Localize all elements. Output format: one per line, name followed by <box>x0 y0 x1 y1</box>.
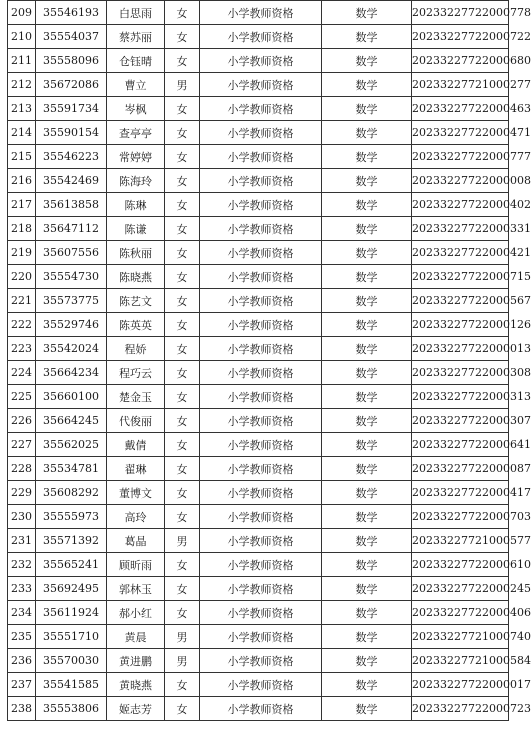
exam-id-cell: 35664245 <box>36 409 107 433</box>
table-row <box>8 25 509 49</box>
subject-cell: 数学 <box>322 433 412 457</box>
gender-cell: 男 <box>165 73 200 97</box>
person-name-cell: 程巧云 <box>107 361 165 385</box>
qualification-type-cell: 小学教师资格 <box>200 169 322 193</box>
exam-id-cell: 35672086 <box>36 73 107 97</box>
subject-cell: 数学 <box>322 337 412 361</box>
qualification-type-cell: 小学教师资格 <box>200 25 322 49</box>
subject-cell: 数学 <box>322 409 412 433</box>
person-name-cell: 代俊丽 <box>107 409 165 433</box>
qualification-type-cell: 小学教师资格 <box>200 265 322 289</box>
subject-cell: 数学 <box>322 145 412 169</box>
qualification-type-cell: 小学教师资格 <box>200 433 322 457</box>
person-name-cell: 曹立 <box>107 73 165 97</box>
gender-cell: 女 <box>165 121 200 145</box>
table-row <box>8 217 509 241</box>
gender-cell: 女 <box>165 25 200 49</box>
qualification-type-cell: 小学教师资格 <box>200 505 322 529</box>
table-row <box>8 169 509 193</box>
certificate-number-cell: 20233227722000722 <box>412 25 509 49</box>
table-row <box>8 505 509 529</box>
gender-cell: 女 <box>165 505 200 529</box>
subject-cell: 数学 <box>322 529 412 553</box>
exam-id-cell: 35591734 <box>36 97 107 121</box>
subject-cell: 数学 <box>322 361 412 385</box>
row-number-cell: 236 <box>8 649 36 673</box>
table-row <box>8 265 509 289</box>
certificate-number-cell: 20233227722000610 <box>412 553 509 577</box>
certificate-number-cell: 20233227722000417 <box>412 481 509 505</box>
row-number-cell: 213 <box>8 97 36 121</box>
exam-id-cell: 35590154 <box>36 121 107 145</box>
exam-id-cell: 35613858 <box>36 193 107 217</box>
gender-cell: 女 <box>165 337 200 361</box>
table-row <box>8 457 509 481</box>
exam-id-cell: 35546193 <box>36 1 107 25</box>
subject-cell: 数学 <box>322 577 412 601</box>
subject-cell: 数学 <box>322 1 412 25</box>
row-number-cell: 219 <box>8 241 36 265</box>
certificate-number-cell: 20233227721000584 <box>412 649 509 673</box>
table-row <box>8 49 509 73</box>
row-number-cell: 232 <box>8 553 36 577</box>
exam-id-cell: 35542469 <box>36 169 107 193</box>
subject-cell: 数学 <box>322 73 412 97</box>
person-name-cell: 陈琳 <box>107 193 165 217</box>
table-row <box>8 649 509 673</box>
row-number-cell: 209 <box>8 1 36 25</box>
table-row <box>8 1 509 25</box>
certificate-number-cell: 20233227722000778 <box>412 1 509 25</box>
row-number-cell: 214 <box>8 121 36 145</box>
table-row <box>8 145 509 169</box>
qualification-type-cell: 小学教师资格 <box>200 601 322 625</box>
person-name-cell: 黄晨 <box>107 625 165 649</box>
row-number-cell: 227 <box>8 433 36 457</box>
exam-id-cell: 35555973 <box>36 505 107 529</box>
gender-cell: 女 <box>165 169 200 193</box>
table-row <box>8 241 509 265</box>
gender-cell: 男 <box>165 649 200 673</box>
subject-cell: 数学 <box>322 625 412 649</box>
exam-id-cell: 35534781 <box>36 457 107 481</box>
certificate-number-cell: 20233227722000313 <box>412 385 509 409</box>
certificate-number-cell: 20233227722000331 <box>412 217 509 241</box>
person-name-cell: 陈艺文 <box>107 289 165 313</box>
subject-cell: 数学 <box>322 481 412 505</box>
gender-cell: 女 <box>165 289 200 313</box>
subject-cell: 数学 <box>322 265 412 289</box>
person-name-cell: 陈谦 <box>107 217 165 241</box>
qualification-type-cell: 小学教师资格 <box>200 577 322 601</box>
row-number-cell: 223 <box>8 337 36 361</box>
person-name-cell: 黄晓燕 <box>107 673 165 697</box>
gender-cell: 女 <box>165 49 200 73</box>
certificate-number-cell: 20233227721000740 <box>412 625 509 649</box>
person-name-cell: 高玲 <box>107 505 165 529</box>
subject-cell: 数学 <box>322 505 412 529</box>
table-row <box>8 481 509 505</box>
subject-cell: 数学 <box>322 169 412 193</box>
row-number-cell: 220 <box>8 265 36 289</box>
row-number-cell: 222 <box>8 313 36 337</box>
exam-id-cell: 35546223 <box>36 145 107 169</box>
exam-id-cell: 35529746 <box>36 313 107 337</box>
gender-cell: 女 <box>165 457 200 481</box>
exam-id-cell: 35692495 <box>36 577 107 601</box>
qualification-type-cell: 小学教师资格 <box>200 121 322 145</box>
table-row <box>8 337 509 361</box>
qualification-type-cell: 小学教师资格 <box>200 313 322 337</box>
qualification-type-cell: 小学教师资格 <box>200 385 322 409</box>
certificate-number-cell: 20233227722000308 <box>412 361 509 385</box>
table-row <box>8 313 509 337</box>
qualification-type-cell: 小学教师资格 <box>200 145 322 169</box>
exam-id-cell: 35573775 <box>36 289 107 313</box>
qualification-type-cell: 小学教师资格 <box>200 649 322 673</box>
qualification-type-cell: 小学教师资格 <box>200 97 322 121</box>
table-row <box>8 289 509 313</box>
certificate-number-cell: 20233227722000013 <box>412 337 509 361</box>
row-number-cell: 218 <box>8 217 36 241</box>
table-body <box>8 1 531 721</box>
exam-id-cell: 35551710 <box>36 625 107 649</box>
row-number-cell: 237 <box>8 673 36 697</box>
certificate-number-cell: 20233227722000126 <box>412 313 509 337</box>
person-name-cell: 程娇 <box>107 337 165 361</box>
gender-cell: 女 <box>165 433 200 457</box>
subject-cell: 数学 <box>322 121 412 145</box>
exam-id-cell: 35562025 <box>36 433 107 457</box>
qualification-type-cell: 小学教师资格 <box>200 697 322 721</box>
certificate-number-cell: 20233227722000087 <box>412 457 509 481</box>
person-name-cell: 陈海玲 <box>107 169 165 193</box>
exam-id-cell: 35647112 <box>36 217 107 241</box>
gender-cell: 女 <box>165 481 200 505</box>
certificate-number-cell: 20233227722000017 <box>412 673 509 697</box>
gender-cell: 女 <box>165 241 200 265</box>
subject-cell: 数学 <box>322 601 412 625</box>
subject-cell: 数学 <box>322 97 412 121</box>
subject-cell: 数学 <box>322 673 412 697</box>
gender-cell: 女 <box>165 673 200 697</box>
certificate-list-table <box>7 0 531 721</box>
certificate-number-cell: 20233227722000402 <box>412 193 509 217</box>
qualification-type-cell: 小学教师资格 <box>200 217 322 241</box>
gender-cell: 女 <box>165 193 200 217</box>
exam-id-cell: 35553806 <box>36 697 107 721</box>
qualification-type-cell: 小学教师资格 <box>200 409 322 433</box>
exam-id-cell: 35660100 <box>36 385 107 409</box>
subject-cell: 数学 <box>322 217 412 241</box>
person-name-cell: 葛晶 <box>107 529 165 553</box>
person-name-cell: 仓钰晴 <box>107 49 165 73</box>
exam-id-cell: 35607556 <box>36 241 107 265</box>
certificate-number-cell: 20233227722000406 <box>412 601 509 625</box>
person-name-cell: 查亭亭 <box>107 121 165 145</box>
row-number-cell: 216 <box>8 169 36 193</box>
row-number-cell: 231 <box>8 529 36 553</box>
row-number-cell: 215 <box>8 145 36 169</box>
subject-cell: 数学 <box>322 457 412 481</box>
exam-id-cell: 35558096 <box>36 49 107 73</box>
row-number-cell: 226 <box>8 409 36 433</box>
certificate-number-cell: 20233227722000680 <box>412 49 509 73</box>
row-number-cell: 217 <box>8 193 36 217</box>
certificate-number-cell: 20233227722000471 <box>412 121 509 145</box>
table-row <box>8 697 509 721</box>
certificate-number-cell: 20233227722000008 <box>412 169 509 193</box>
gender-cell: 女 <box>165 145 200 169</box>
subject-cell: 数学 <box>322 193 412 217</box>
row-number-cell: 233 <box>8 577 36 601</box>
subject-cell: 数学 <box>322 49 412 73</box>
table-row <box>8 73 509 97</box>
exam-id-cell: 35565241 <box>36 553 107 577</box>
person-name-cell: 白思雨 <box>107 1 165 25</box>
table-row <box>8 97 509 121</box>
subject-cell: 数学 <box>322 385 412 409</box>
person-name-cell: 郝小红 <box>107 601 165 625</box>
person-name-cell: 戴倩 <box>107 433 165 457</box>
certificate-number-cell: 20233227721000277 <box>412 73 509 97</box>
gender-cell: 女 <box>165 385 200 409</box>
row-number-cell: 210 <box>8 25 36 49</box>
row-number-cell: 212 <box>8 73 36 97</box>
certificate-number-cell: 20233227722000777 <box>412 145 509 169</box>
subject-cell: 数学 <box>322 313 412 337</box>
exam-id-cell: 35554730 <box>36 265 107 289</box>
subject-cell: 数学 <box>322 649 412 673</box>
table-row <box>8 193 509 217</box>
certificate-number-cell: 20233227721000577 <box>412 529 509 553</box>
qualification-type-cell: 小学教师资格 <box>200 553 322 577</box>
person-name-cell: 蔡苏丽 <box>107 25 165 49</box>
subject-cell: 数学 <box>322 241 412 265</box>
gender-cell: 女 <box>165 361 200 385</box>
person-name-cell: 陈晓燕 <box>107 265 165 289</box>
person-name-cell: 姬志芳 <box>107 697 165 721</box>
exam-id-cell: 35571392 <box>36 529 107 553</box>
certificate-number-cell: 20233227722000421 <box>412 241 509 265</box>
qualification-type-cell: 小学教师资格 <box>200 49 322 73</box>
qualification-type-cell: 小学教师资格 <box>200 193 322 217</box>
row-number-cell: 228 <box>8 457 36 481</box>
gender-cell: 女 <box>165 577 200 601</box>
qualification-type-cell: 小学教师资格 <box>200 1 322 25</box>
qualification-type-cell: 小学教师资格 <box>200 361 322 385</box>
gender-cell: 女 <box>165 97 200 121</box>
gender-cell: 女 <box>165 1 200 25</box>
row-number-cell: 230 <box>8 505 36 529</box>
table-row <box>8 385 509 409</box>
gender-cell: 女 <box>165 697 200 721</box>
certificate-number-cell: 20233227722000641 <box>412 433 509 457</box>
qualification-type-cell: 小学教师资格 <box>200 241 322 265</box>
table-row <box>8 529 509 553</box>
table-row <box>8 433 509 457</box>
person-name-cell: 楚金玉 <box>107 385 165 409</box>
certificate-number-cell: 20233227722000703 <box>412 505 509 529</box>
exam-id-cell: 35541585 <box>36 673 107 697</box>
qualification-type-cell: 小学教师资格 <box>200 337 322 361</box>
table-row <box>8 625 509 649</box>
table-row <box>8 361 509 385</box>
person-name-cell: 陈秋丽 <box>107 241 165 265</box>
certificate-number-cell: 20233227722000567 <box>412 289 509 313</box>
table-row <box>8 601 509 625</box>
qualification-type-cell: 小学教师资格 <box>200 289 322 313</box>
row-number-cell: 221 <box>8 289 36 313</box>
row-number-cell: 234 <box>8 601 36 625</box>
subject-cell: 数学 <box>322 25 412 49</box>
qualification-type-cell: 小学教师资格 <box>200 673 322 697</box>
person-name-cell: 常婷婷 <box>107 145 165 169</box>
exam-id-cell: 35608292 <box>36 481 107 505</box>
subject-cell: 数学 <box>322 697 412 721</box>
gender-cell: 女 <box>165 313 200 337</box>
exam-id-cell: 35664234 <box>36 361 107 385</box>
row-number-cell: 235 <box>8 625 36 649</box>
subject-cell: 数学 <box>322 553 412 577</box>
person-name-cell: 黄进鹏 <box>107 649 165 673</box>
exam-id-cell: 35611924 <box>36 601 107 625</box>
gender-cell: 女 <box>165 409 200 433</box>
person-name-cell: 顾昕雨 <box>107 553 165 577</box>
row-number-cell: 211 <box>8 49 36 73</box>
table-row <box>8 673 509 697</box>
row-number-cell: 224 <box>8 361 36 385</box>
table-row <box>8 409 509 433</box>
gender-cell: 女 <box>165 601 200 625</box>
qualification-type-cell: 小学教师资格 <box>200 457 322 481</box>
gender-cell: 男 <box>165 625 200 649</box>
subject-cell: 数学 <box>322 289 412 313</box>
certificate-number-cell: 20233227722000307 <box>412 409 509 433</box>
gender-cell: 女 <box>165 553 200 577</box>
exam-id-cell: 35542024 <box>36 337 107 361</box>
exam-id-cell: 35554037 <box>36 25 107 49</box>
row-number-cell: 238 <box>8 697 36 721</box>
table-row <box>8 577 509 601</box>
row-number-cell: 229 <box>8 481 36 505</box>
table-row <box>8 121 509 145</box>
certificate-number-cell: 20233227722000463 <box>412 97 509 121</box>
row-number-cell: 225 <box>8 385 36 409</box>
gender-cell: 女 <box>165 217 200 241</box>
person-name-cell: 董博文 <box>107 481 165 505</box>
person-name-cell: 岑枫 <box>107 97 165 121</box>
certificate-number-cell: 20233227722000245 <box>412 577 509 601</box>
certificate-number-cell: 20233227722000723 <box>412 697 509 721</box>
qualification-type-cell: 小学教师资格 <box>200 73 322 97</box>
person-name-cell: 陈英英 <box>107 313 165 337</box>
table-row <box>8 553 509 577</box>
qualification-type-cell: 小学教师资格 <box>200 481 322 505</box>
person-name-cell: 翟琳 <box>107 457 165 481</box>
gender-cell: 男 <box>165 529 200 553</box>
qualification-type-cell: 小学教师资格 <box>200 529 322 553</box>
qualification-type-cell: 小学教师资格 <box>200 625 322 649</box>
exam-id-cell: 35570030 <box>36 649 107 673</box>
person-name-cell: 郭林玉 <box>107 577 165 601</box>
gender-cell: 女 <box>165 265 200 289</box>
certificate-number-cell: 20233227722000715 <box>412 265 509 289</box>
